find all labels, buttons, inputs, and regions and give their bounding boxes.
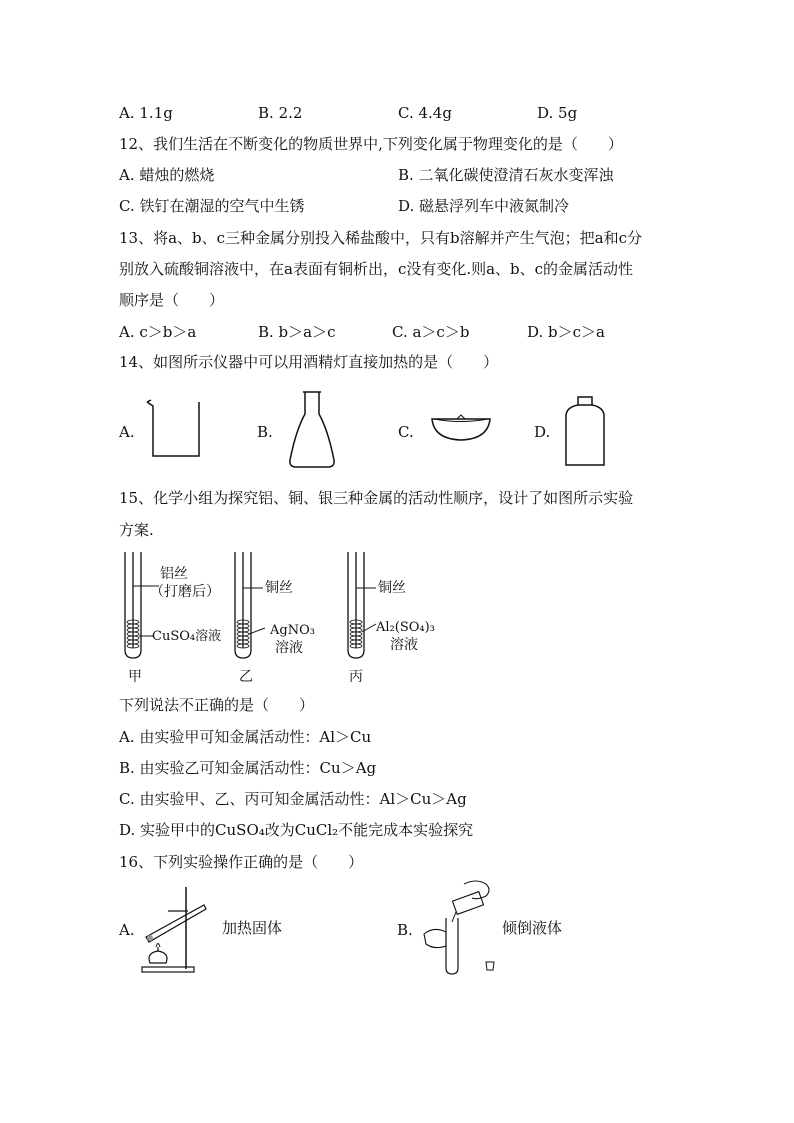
q16-option-b-caption: 倾倒液体	[502, 919, 563, 937]
q16-option-a-caption: 加热固体	[222, 919, 283, 937]
q13-option-d: D. b＞c＞a	[527, 323, 605, 341]
q15-option-c: C. 由实验甲、乙、丙可知金属活动性：Al＞Cu＞Ag	[119, 790, 467, 808]
tube-jia-wire-label: 铝丝	[160, 566, 188, 582]
q12-stem: 12、我们生活在不断变化的物质世界中,下列变化属于物理变化的是（ ）	[119, 135, 623, 153]
tube-bing-solution-label-2: 溶液	[390, 637, 418, 653]
q14-option-d-label: D.	[534, 423, 551, 441]
conical-flask-icon	[286, 390, 338, 470]
q13-stem-line-1: 13、将a、b、c三种金属分别投入稀盐酸中，只有b溶解并产生气泡；把a和c分	[119, 229, 642, 247]
q14-option-c-label: C.	[398, 423, 414, 441]
q15-option-a: A. 由实验甲可知金属活动性：Al＞Cu	[119, 728, 372, 746]
q12-option-d: D. 磁悬浮列车中液氮制冷	[398, 197, 570, 215]
q14-option-a-label: A.	[119, 423, 135, 441]
q13-stem-line-2: 别放入硫酸铜溶液中，在a表面有铜析出，c没有变化.则a、b、c的金属活动性	[119, 260, 634, 278]
q16-option-a-label: A.	[119, 921, 135, 939]
q15-option-b: B. 由实验乙可知金属活动性：Cu＞Ag	[119, 759, 377, 777]
heating-solid-apparatus-icon	[138, 885, 210, 975]
q15-stem-line-1: 15、化学小组为探究铝、铜、银三种金属的活动性顺序，设计了如图所示实验	[119, 489, 634, 507]
tube-jia-solution-label: CuSO₄溶液	[152, 629, 222, 644]
q15-option-d: D. 实验甲中的CuSO₄改为CuCl₂不能完成本实验探究	[119, 821, 474, 839]
tube-yi-solution-label-2: 溶液	[275, 640, 303, 656]
q16-option-b-label: B.	[397, 921, 413, 939]
evaporating-dish-icon	[430, 415, 492, 443]
q13-stem-line-3: 顺序是（ ）	[119, 291, 225, 309]
q12-option-c: C. 铁钉在潮湿的空气中生锈	[119, 197, 305, 215]
q15-stem-line-2: 方案.	[119, 521, 154, 539]
tube-yi-name: 乙	[239, 669, 253, 685]
q11-option-d: D. 5g	[537, 104, 578, 122]
q13-option-b: B. b＞a＞c	[258, 323, 336, 341]
tube-jia-name: 甲	[128, 669, 142, 685]
reagent-bottle-icon	[563, 395, 607, 467]
q14-option-b-label: B.	[257, 423, 273, 441]
q11-option-c: C. 4.4g	[398, 104, 452, 122]
q15-question: 下列说法不正确的是（ ）	[119, 696, 315, 714]
q12-option-a: A. 蜡烛的燃烧	[119, 166, 215, 184]
tube-bing-name: 丙	[349, 669, 363, 685]
tube-yi-wire-label: 铜丝	[265, 580, 293, 596]
q13-option-c: C. a＞c＞b	[392, 323, 470, 341]
tube-yi-solution-label: AgNO₃	[270, 623, 315, 638]
q13-option-a: A. c＞b＞a	[119, 323, 197, 341]
q12-option-b: B. 二氧化碳使澄清石灰水变浑浊	[398, 166, 614, 184]
tube-bing-wire-label: 铜丝	[378, 580, 406, 596]
pouring-liquid-icon	[420, 878, 500, 978]
q16-stem: 16、下列实验操作正确的是（ ）	[119, 853, 364, 871]
q14-stem: 14、如图所示仪器中可以用酒精灯直接加热的是（ ）	[119, 353, 499, 371]
tube-bing-solution-label: Al₂(SO₄)₃	[376, 620, 435, 635]
q11-option-a: A. 1.1g	[119, 104, 173, 122]
beaker-icon	[145, 398, 205, 460]
tube-jia-wire-note: （打磨后）	[150, 584, 220, 600]
q11-option-b: B. 2.2	[258, 104, 303, 122]
